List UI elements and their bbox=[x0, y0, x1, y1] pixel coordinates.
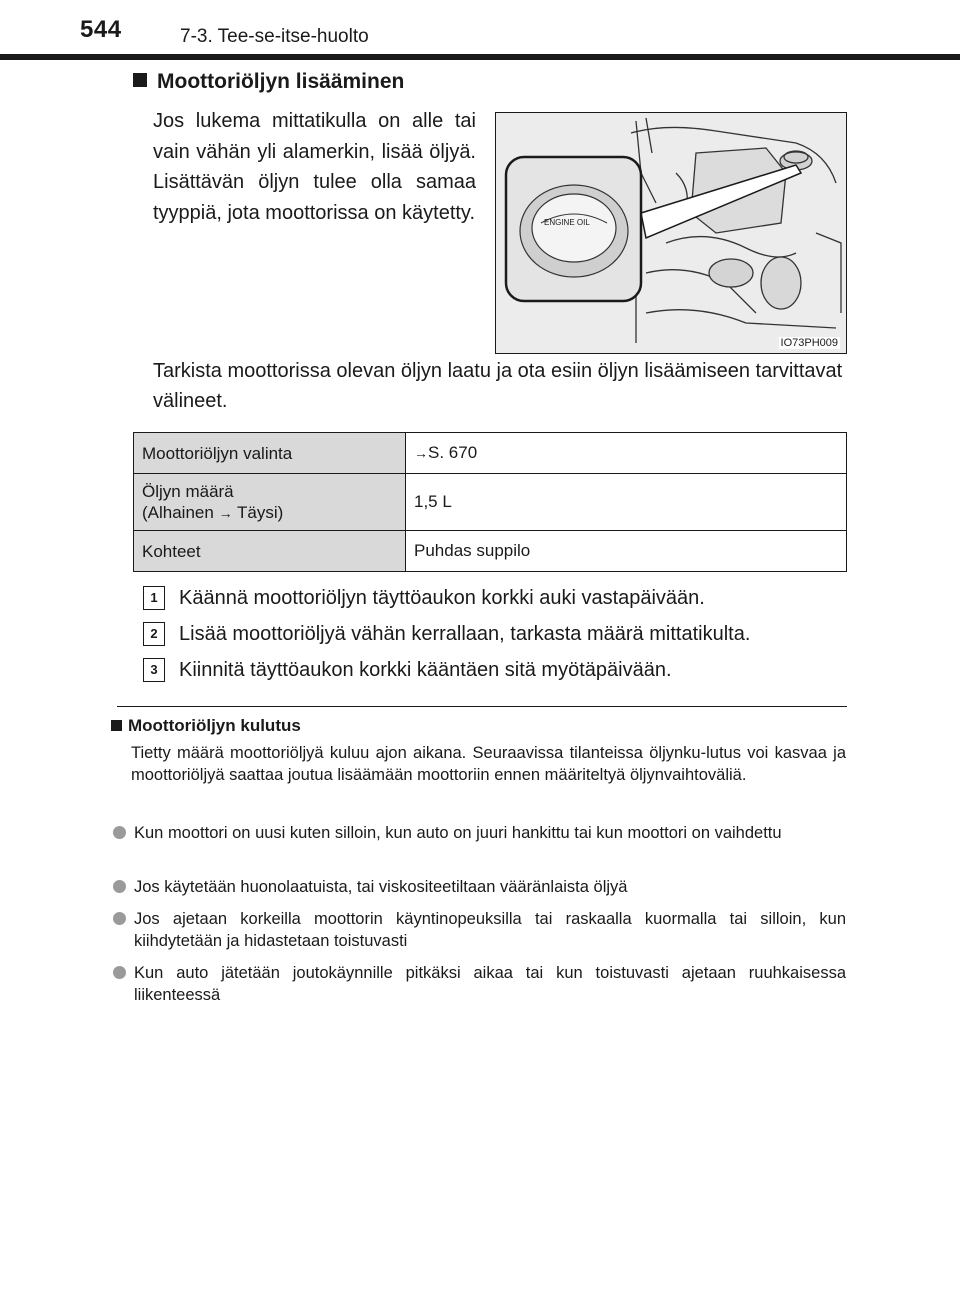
page-number: 544 bbox=[80, 16, 122, 43]
table-value: 1,5 L bbox=[406, 474, 847, 531]
list-item-text: Kun moottori on uusi kuten silloin, kun auto on juuri hankittu tai kun moottori on vaihdettu bbox=[134, 824, 782, 842]
section-divider bbox=[117, 706, 847, 707]
step-text: Käännä moottoriöljyn täyttöaukon korkki auki vastapäivään. bbox=[179, 587, 705, 609]
section-label: 7-3. Tee-se-itse-huolto bbox=[180, 26, 369, 47]
note-heading bbox=[111, 716, 301, 736]
section-heading bbox=[133, 70, 404, 94]
arrow-icon: → bbox=[218, 504, 233, 521]
list-item bbox=[113, 962, 846, 1006]
table-row bbox=[134, 474, 847, 531]
figure-code: IO73PH009 bbox=[780, 337, 838, 349]
table-label bbox=[134, 474, 406, 531]
arrow-icon: → bbox=[414, 445, 428, 461]
engine-oil-cap-illustration bbox=[495, 112, 847, 354]
section-heading-text: Moottoriöljyn lisääminen bbox=[157, 70, 405, 93]
check-paragraph: Tarkista moottorissa olevan öljyn laatu ja ota esiin öljyn lisäämiseen tarvittavat välineet. bbox=[153, 360, 843, 412]
step-number: 2 bbox=[143, 622, 165, 646]
oil-spec-table bbox=[133, 432, 847, 572]
bullet-dot-icon bbox=[113, 880, 126, 893]
note-heading-text: Moottoriöljyn kulutus bbox=[128, 716, 301, 735]
table-row bbox=[134, 433, 847, 474]
square-bullet-icon bbox=[111, 720, 122, 731]
table-label-line: Täysi) bbox=[232, 502, 284, 522]
list-item-text: Kun auto jätetään joutokäynnille pitkäksi aikaa tai kun toistuvasti ajetaan ruuhkaisessa liikenteessä bbox=[134, 964, 846, 1004]
list-item bbox=[113, 822, 846, 844]
step-item bbox=[143, 620, 863, 648]
bullet-dot-icon bbox=[113, 912, 126, 925]
step-text: Lisää moottoriöljyä vähän kerrallaan, tarkasta määrä mittatikulta. bbox=[179, 623, 751, 645]
cap-label: ENGINE OIL bbox=[544, 218, 590, 227]
step-text: Kiinnitä täyttöaukon korkki kääntäen sitä myötäpäivään. bbox=[179, 659, 672, 681]
table-label: Moottoriöljyn valinta bbox=[134, 433, 406, 474]
bullet-dot-icon bbox=[113, 826, 126, 839]
bullet-dot-icon bbox=[113, 966, 126, 979]
list-item bbox=[113, 908, 846, 952]
note-body: Tietty määrä moottoriöljyä kuluu ajon aikana. Seuraavissa tilanteissa öljynku-lutus voi kasvaa ja moottoriöljyä saattaa joutua lisäämään moottoriin ennen määriteltyä öljynvaihtoväliä. bbox=[131, 744, 846, 784]
step-item bbox=[143, 584, 863, 612]
table-value bbox=[406, 433, 847, 474]
list-item-text: Jos ajetaan korkeilla moottorin käyntinopeuksilla tai raskaalla kuormalla tai silloin, kun kiihdytetään ja hidastetaan toistuvasti bbox=[134, 910, 846, 950]
page-reference: S. 670 bbox=[428, 443, 478, 462]
table-label-line: (Alhainen bbox=[142, 502, 219, 522]
step-number: 3 bbox=[143, 658, 165, 682]
engine-bay-drawing bbox=[496, 113, 846, 353]
list-item bbox=[113, 876, 846, 898]
table-label: Kohteet bbox=[134, 531, 406, 572]
step-number: 1 bbox=[143, 586, 165, 610]
intro-paragraph: Jos lukema mittatikulla on alle tai vain vähän yli alamerkin, lisää öljyä. Lisättävän öljyn tulee olla samaa tyyppiä, jota moottorissa on käytetty. bbox=[153, 110, 476, 224]
square-bullet-icon bbox=[133, 73, 147, 87]
table-row bbox=[134, 531, 847, 572]
table-label-line: Öljyn määrä bbox=[142, 481, 234, 501]
step-item bbox=[143, 656, 863, 684]
header-rule bbox=[0, 54, 960, 60]
list-item-text: Jos käytetään huonolaatuista, tai viskositeetiltaan vääränlaista öljyä bbox=[134, 878, 628, 896]
table-value: Puhdas suppilo bbox=[406, 531, 847, 572]
